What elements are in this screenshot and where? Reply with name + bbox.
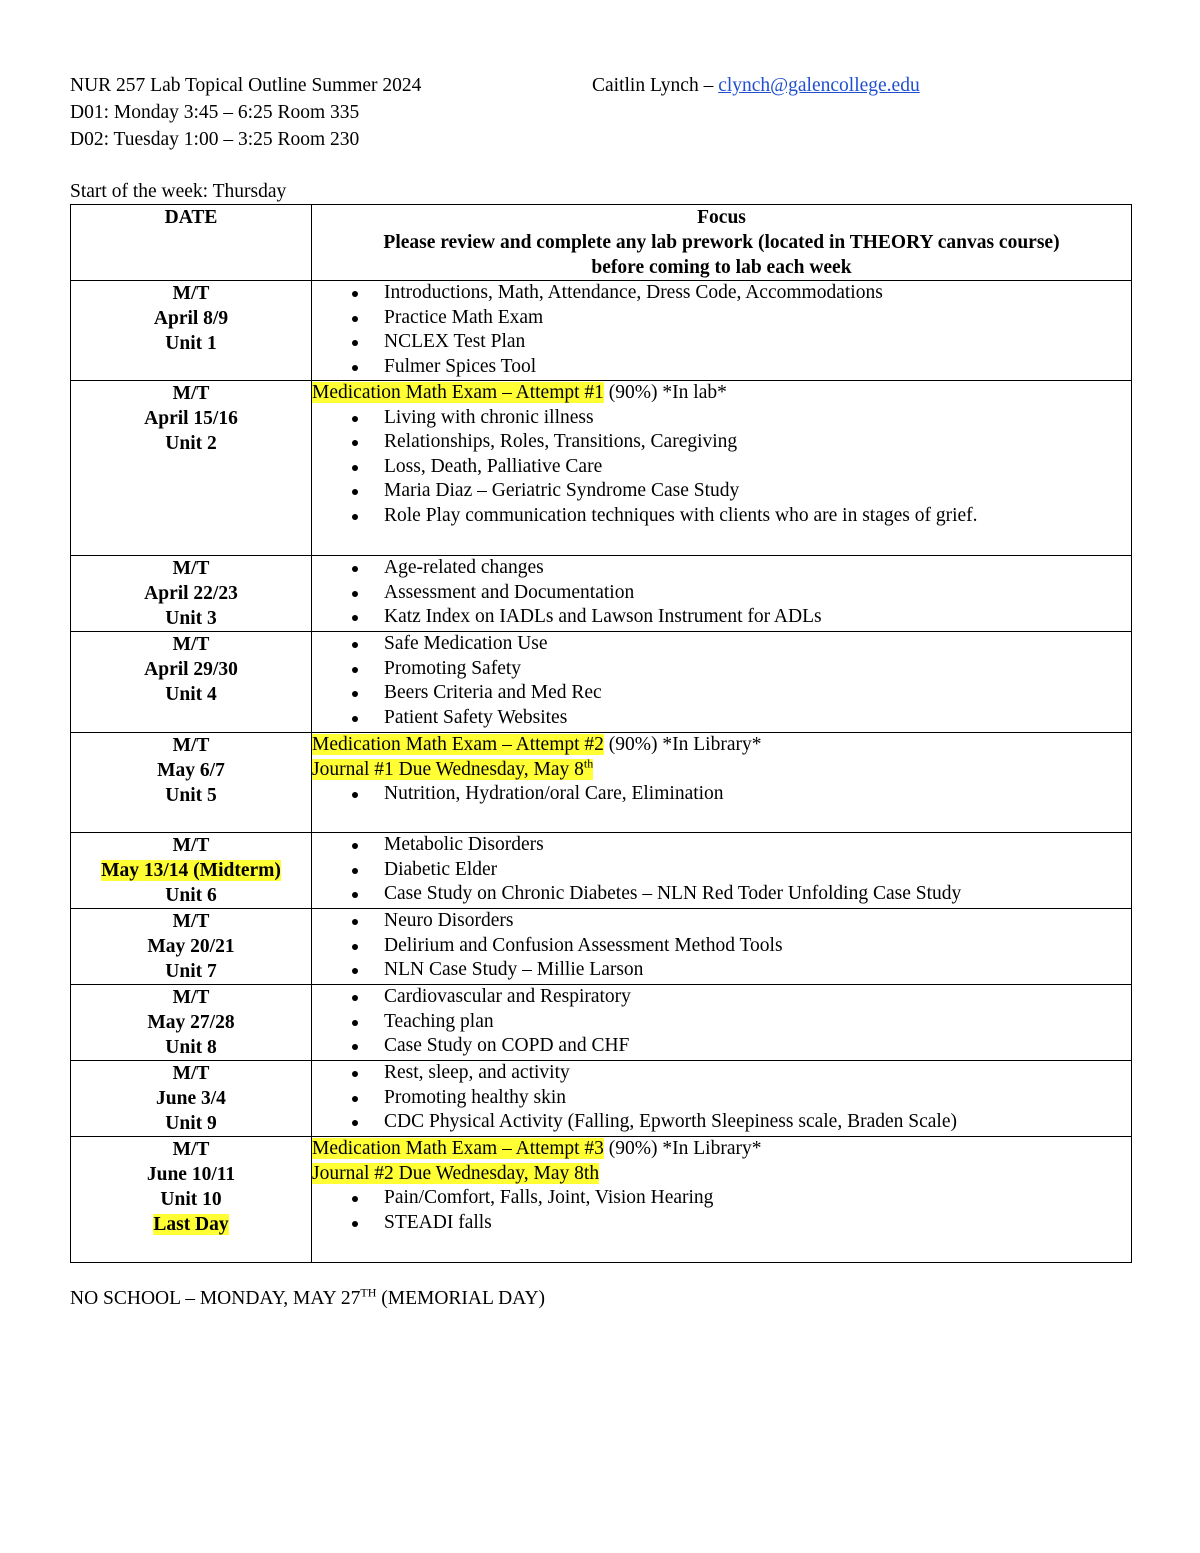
list-item: Patient Safety Websites xyxy=(312,706,1131,731)
focus-cell xyxy=(312,733,1132,833)
table-row xyxy=(71,1137,1132,1263)
table-row xyxy=(71,909,1132,985)
list-item: Teaching plan xyxy=(312,1010,1131,1035)
date-cell: M/T June 3/4 Unit 9 xyxy=(71,1061,312,1137)
list-item: Promoting Safety xyxy=(312,657,1131,682)
table-row xyxy=(71,556,1132,632)
list-item: Practice Math Exam xyxy=(312,306,1131,331)
list-item: Diabetic Elder xyxy=(312,858,1131,883)
date-cell: M/T April 29/30 Unit 4 xyxy=(71,632,312,733)
list-item: Loss, Death, Palliative Care xyxy=(312,455,1131,480)
list-item: Katz Index on IADLs and Lawson Instrument for ADLs xyxy=(312,605,1131,630)
date-cell: M/T May 6/7 Unit 5 xyxy=(71,733,312,833)
date-cell: M/T May 27/28 Unit 8 xyxy=(71,985,312,1061)
list-item: Living with chronic illness xyxy=(312,406,1131,431)
focus-cell xyxy=(312,909,1132,985)
list-item: Pain/Comfort, Falls, Joint, Vision Hearing xyxy=(312,1186,1131,1211)
list-item: NLN Case Study – Millie Larson xyxy=(312,958,1131,983)
date-cell: M/T April 22/23 Unit 3 xyxy=(71,556,312,632)
list-item: NCLEX Test Plan xyxy=(312,330,1131,355)
list-item: Beers Criteria and Med Rec xyxy=(312,681,1131,706)
list-item: Fulmer Spices Tool xyxy=(312,355,1131,380)
section-d01: D01: Monday 3:45 – 6:25 Room 335 xyxy=(70,102,360,123)
list-item: Introductions, Math, Attendance, Dress Code, Accommodations xyxy=(312,281,1131,306)
table-row xyxy=(71,985,1132,1061)
exam-note: Medication Math Exam – Attempt #2 (90%) *In Library* xyxy=(312,734,762,755)
date-cell: M/T May 20/21 Unit 7 xyxy=(71,909,312,985)
section-d02: D02: Tuesday 1:00 – 3:25 Room 230 xyxy=(70,129,360,150)
list-item: Nutrition, Hydration/oral Care, Elimination xyxy=(312,782,1131,807)
list-item: Maria Diaz – Geriatric Syndrome Case Study xyxy=(312,479,1131,504)
date-cell: M/T April 15/16 Unit 2 xyxy=(71,381,312,556)
table-row xyxy=(71,1061,1132,1137)
focus-cell xyxy=(312,985,1132,1061)
list-item: Cardiovascular and Respiratory xyxy=(312,985,1131,1010)
table-row xyxy=(71,733,1132,833)
table-header-row xyxy=(71,205,1132,281)
date-column-header: DATE xyxy=(71,205,312,281)
list-item: Case Study on Chronic Diabetes – NLN Red Toder Unfolding Case Study xyxy=(312,882,1131,907)
list-item: Role Play communication techniques with clients who are in stages of grief. xyxy=(312,504,1131,529)
journal-note: Journal #1 Due Wednesday, May 8th xyxy=(312,756,594,780)
no-school-note: NO SCHOOL – MONDAY, MAY 27TH (MEMORIAL DAY) xyxy=(70,1285,546,1309)
date-cell: M/T April 8/9 Unit 1 xyxy=(71,281,312,381)
week-start-note: Start of the week: Thursday xyxy=(70,181,287,202)
table-row xyxy=(71,632,1132,733)
table-row xyxy=(71,281,1132,381)
exam-note: Medication Math Exam – Attempt #1 (90%) *In lab* xyxy=(312,382,727,403)
list-item: Safe Medication Use xyxy=(312,632,1131,657)
last-day-badge: Last Day xyxy=(153,1214,229,1235)
focus-column-header: Focus Please review and complete any lab prework (located in THEORY canvas course) before coming to lab each week xyxy=(312,205,1132,281)
focus-cell xyxy=(312,833,1132,909)
list-item: Delirium and Confusion Assessment Method Tools xyxy=(312,934,1131,959)
schedule-table xyxy=(70,204,1132,1263)
list-item: Metabolic Disorders xyxy=(312,833,1131,858)
table-row xyxy=(71,381,1132,556)
focus-cell xyxy=(312,556,1132,632)
exam-note: Medication Math Exam – Attempt #3 (90%) *In Library* xyxy=(312,1138,762,1159)
list-item: Age-related changes xyxy=(312,556,1131,581)
date-cell: M/T May 13/14 (Midterm) Unit 6 xyxy=(71,833,312,909)
date-cell: M/T June 10/11 Unit 10 Last Day xyxy=(71,1137,312,1263)
list-item: CDC Physical Activity (Falling, Epworth Sleepiness scale, Braden Scale) xyxy=(312,1110,1131,1135)
focus-cell xyxy=(312,281,1132,381)
focus-cell xyxy=(312,632,1132,733)
list-item: STEADI falls xyxy=(312,1211,1131,1236)
list-item: Neuro Disorders xyxy=(312,909,1131,934)
focus-cell xyxy=(312,1137,1132,1263)
list-item: Relationships, Roles, Transitions, Caregiving xyxy=(312,430,1131,455)
document-title: NUR 257 Lab Topical Outline Summer 2024 xyxy=(70,75,422,96)
midterm-date: May 13/14 (Midterm) xyxy=(101,860,281,881)
list-item: Promoting healthy skin xyxy=(312,1086,1131,1111)
instructor-contact xyxy=(592,73,920,99)
journal-note: Journal #2 Due Wednesday, May 8th xyxy=(312,1162,600,1184)
instructor-name: Caitlin Lynch – xyxy=(592,75,719,96)
focus-cell xyxy=(312,381,1132,556)
list-item: Assessment and Documentation xyxy=(312,581,1131,606)
table-row xyxy=(71,833,1132,909)
focus-cell xyxy=(312,1061,1132,1137)
list-item: Rest, sleep, and activity xyxy=(312,1061,1131,1086)
list-item: Case Study on COPD and CHF xyxy=(312,1034,1131,1059)
instructor-email-link[interactable]: clynch@galencollege.edu xyxy=(718,75,920,96)
